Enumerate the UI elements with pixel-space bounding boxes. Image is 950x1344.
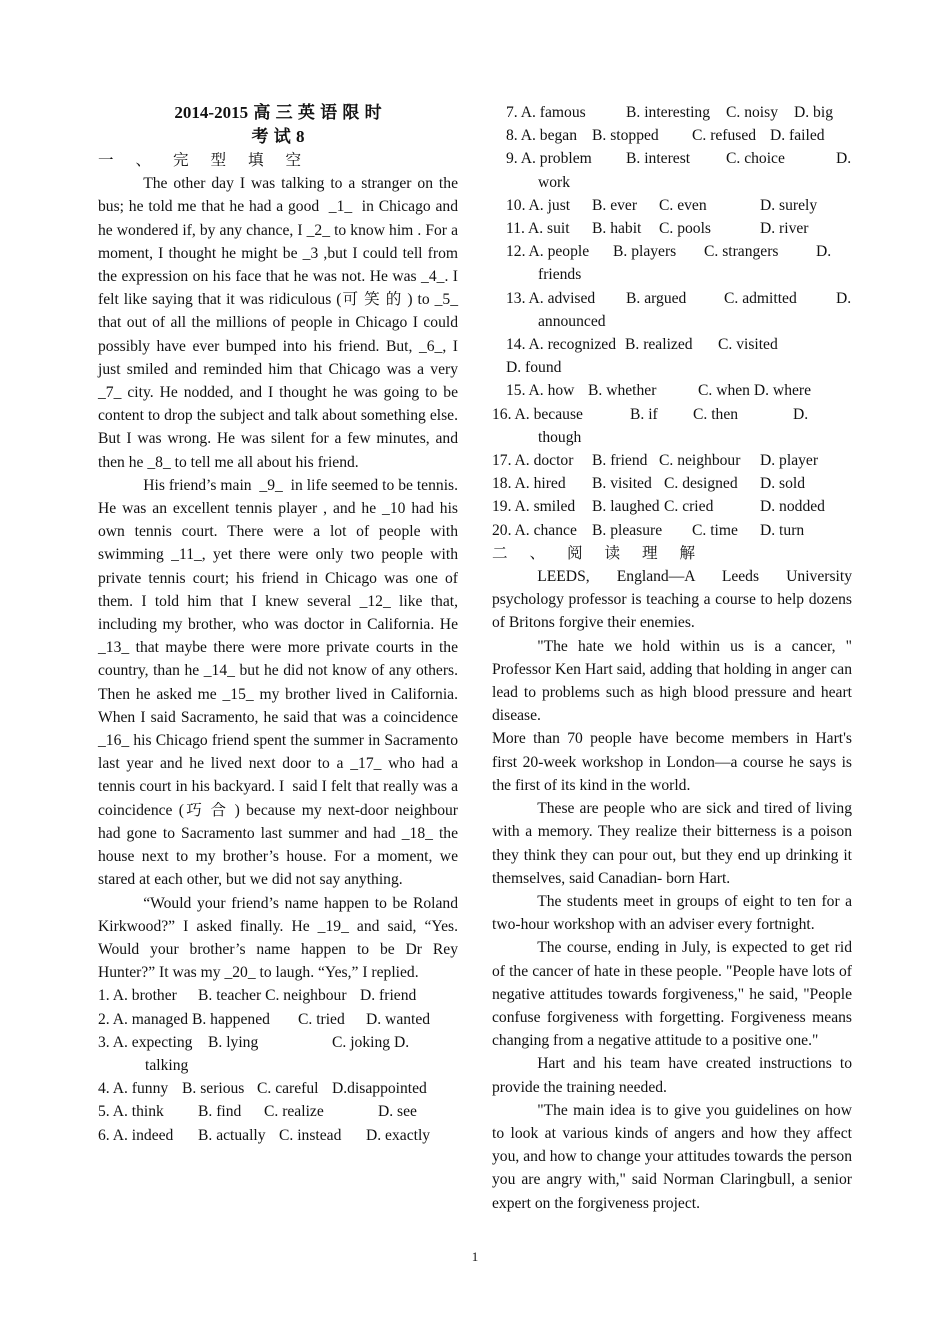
left-column xyxy=(98,101,458,1147)
right-column xyxy=(492,101,852,1215)
page-number: 1 xyxy=(471,1249,479,1264)
reading-paragraph-7: Hart and his team have created instructions to provide the training needed. xyxy=(492,1055,852,1096)
section-heading-reading: 二 、 阅 读 理 解 xyxy=(492,544,705,562)
reading-paragraph-8: "The main idea is to give you guidelines on how to look at various kinds of angers and how they affect you, and how to change your attitudes towards the person you are angry with," said Norman Claringbull, a senior expert on the forgiveness project. xyxy=(492,1101,852,1212)
cloze-paragraph-2: His friend’s main _9_ in life seemed to be tennis. He was an excellent tennis player , and he _10 had his own tennis court. There were a lot of people with swimming _11_, yet there were only two people with private tennis court; his friend in Chicago was one of them. I told him that I knew several _12_ like that, including my brother, who was doctor in California. He _13_ that maybe there were more private courts in the country, than he _14_ but he did not know of any others. Then he asked me _15_ my brother lived in California. When I said Sacramento, he said that was a coincidence _16_ his Chicago friend spent the summer in Sacramento last year and he lived next door to a _17_ who had a tennis court in his backyard. I said I felt that really was a coincidence (巧 合 ) because my next-door neighbour had gone to Sacramento last summer and had _18_ the house next to my brother’s house. For a moment, we stared at each other, but we did not say anything. xyxy=(98,476,458,889)
option-row-20: 20. A. chance B. pleasure C. time D. turn xyxy=(492,521,805,539)
reading-paragraph-1: LEEDS, England—A Leeds University psychology professor is teaching a course to help dozens of Britons forgive their enemies. xyxy=(492,568,852,632)
reading-paragraph-4: These are people who are sick and tired of living with a memory. They realize their bitterness is a poison they think they can pour out, but they end up drinking it themselves, said Canadian- born Hart. xyxy=(492,800,852,887)
option-row-12-cont: friends xyxy=(538,266,582,284)
reading-paragraph-3: More than 70 people have become members in Hart's first 20-week workshop in London—a course he says is the first of its kind in the world. xyxy=(492,730,852,794)
cloze-paragraph-3: “Would your friend’s name happen to be Roland Kirkwood?” I asked finally. He _19_ and said, “Yes. Would your brother’s name happen to be Dr Rey Hunter?” It was my _20_ to laugh. “Yes,” I replied. xyxy=(98,894,458,982)
reading-paragraph-6: The course, ending in July, is expected to get rid of the cancer of hate in these people. "People have lots of negative attitudes towards forgiveness," he said, "People confuse forgiveness with forgetting. Forgiveness means changing from a negative attitude to a positive one." xyxy=(492,939,852,1050)
option-row-17: 17. A. doctor B. friend C. neighbour D. player xyxy=(492,452,819,470)
option-row-13-cont: announced xyxy=(538,312,606,330)
option-row-11: 11. A. suit B. habit C. pools D. river xyxy=(506,220,809,238)
option-row-16: 16. A. because B. if C. then D. xyxy=(492,405,809,423)
option-row-9: 9. A. problem B. interest C. choice D. xyxy=(506,150,852,168)
option-row-18: 18. A. hired B. visited C. designed D. sold xyxy=(492,475,806,493)
option-row-6: 6. A. indeed B. actually C. instead D. exactly xyxy=(98,1126,431,1144)
option-row-2: 2. A. managed B. happened C. tried D. wanted xyxy=(98,1010,431,1028)
title-line-2: 考 试 8 xyxy=(251,127,305,146)
option-row-1: 1. A. brother B. teacher C. neighbour D. friend xyxy=(98,987,417,1005)
section-heading-cloze: 一 、 完 型 填 空 xyxy=(98,152,311,169)
option-row-12: 12. A. people B. players C. strangers D. xyxy=(506,243,832,261)
option-row-5: 5. A. think B. find C. realize D. see xyxy=(98,1103,417,1121)
title-line-1: 2014-2015 高 三 英 语 限 时 xyxy=(174,103,382,122)
option-row-19: 19. A. smiled B. laughed C. cried D. nodded xyxy=(492,498,825,516)
option-row-10: 10. A. just B. ever C. even D. surely xyxy=(506,196,818,214)
option-row-3: 3. A. expecting B. lying C. joking D. xyxy=(98,1033,410,1051)
option-row-4: 4. A. funny B. serious C. careful D.disappointed xyxy=(98,1080,427,1098)
option-row-16-cont: though xyxy=(538,428,582,446)
reading-paragraph-5: The students meet in groups of eight to ten for a two-hour workshop with an adviser every fortnight. xyxy=(492,892,852,934)
option-row-13: 13. A. advised B. argued C. admitted D. xyxy=(506,289,852,307)
option-row-7: 7. A. famous B. interesting C. noisy D. big xyxy=(506,104,833,121)
cloze-paragraph-1: The other day I was talking to a stranger on the bus; he told me that he had a good _1_ in Chicago and he wondered if, by any chance, I _2_ to know him . For a moment, I thought he might be _3 ,but I could tell from the expression on his face that he was not. He was _4_. I felt like saying that it was ridiculous (可 笑 的 ) to _5_ that out of all the millions of people in Chicago I could possibly have ever bumped into his friend. But, _6_, I just smiled and reminded him that Chicago was a very _7_ city. He nodded, and I thought he was going to be content to drop the subject and talk about something else. But I was wrong. He was silent for a few minutes, and then he _8_ to tell me all about his friend. xyxy=(98,175,458,471)
page-title xyxy=(98,101,458,149)
option-row-3-cont: talking xyxy=(145,1056,189,1074)
reading-paragraph-2: "The hate we hold within us is a cancer, " Professor Ken Hart said, adding that holding in anger can lead to problems such as high blood pressure and heart disease. xyxy=(492,637,852,725)
option-row-8: 8. A. began B. stopped C. refused D. failed xyxy=(506,127,825,145)
option-row-14: 14. A. recognized B. realized C. visited D. found xyxy=(506,336,778,377)
option-row-15: 15. A. how B. whether C. when D. where xyxy=(506,382,812,400)
option-row-9-cont: work xyxy=(538,173,571,191)
